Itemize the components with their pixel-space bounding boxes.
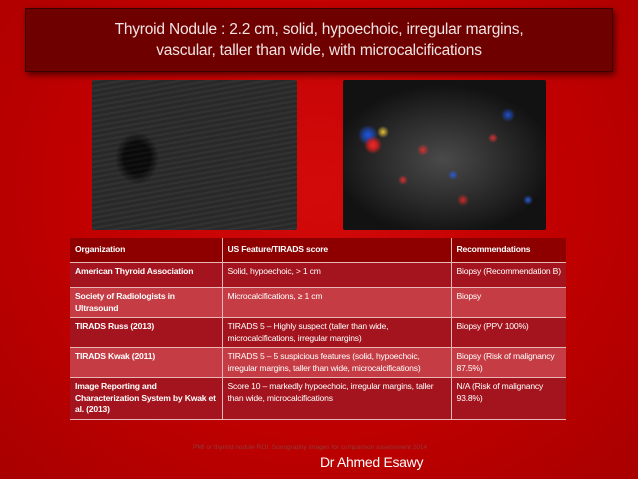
table-row [70,263,566,288]
table-row [70,288,566,318]
cell-feature: Microcalcifications, ≥ 1 cm [222,288,451,318]
title-line-1: Thyroid Nodule : 2.2 cm, solid, hypoechoic, irregular margins, [114,21,524,38]
cell-feature: Score 10 – markedly hypoechoic, irregular margins, taller than wide, microcalcifications [222,378,451,420]
cell-organization: Image Reporting and Characterization System by Kwak et al. (2013) [70,378,222,420]
title-line-2: vascular, taller than wide, with microcalcifications [156,42,482,59]
cell-feature: Solid, hypoechoic, > 1 cm [222,263,451,288]
table-row [70,348,566,378]
cell-recommendation: Biopsy [451,288,566,318]
cell-organization: TIRADS Kwak (2011) [70,348,222,378]
color-doppler-ultrasound-image [343,80,546,230]
cell-recommendation: Biopsy (Recommendation B) [451,263,566,288]
recommendations-table [70,238,566,420]
table-header-row [70,238,566,263]
cell-organization: American Thyroid Association [70,263,222,288]
header-us-feature: US Feature/TIRADS score [222,238,451,263]
cell-recommendation: Biopsy (PPV 100%) [451,318,566,348]
grayscale-ultrasound-image [92,80,297,230]
table-row [70,378,566,420]
cell-feature: TIRADS 5 – Highly suspect (taller than wide, microcalcifications, irregular margins) [222,318,451,348]
cell-feature: TIRADS 5 – 5 suspicious features (solid, hypoechoic, irregular margins, taller than wide, microcalcifications) [222,348,451,378]
title-box [25,8,613,72]
cell-recommendation: N/A (Risk of malignancy 93.8%) [451,378,566,420]
author-name: Dr Ahmed Esawy [320,454,424,470]
header-recommendations: Recommendations [451,238,566,263]
header-organization: Organization [70,238,222,263]
cell-recommendation: Biopsy (Risk of malignancy 87.5%) [451,348,566,378]
cell-organization: TIRADS Russ (2013) [70,318,222,348]
footer-note: PMI or thyroid nodule ROI: Sonography images for comparison assessment 2014 [193,444,428,451]
cell-organization: Society of Radiologists in Ultrasound [70,288,222,318]
table-row [70,318,566,348]
